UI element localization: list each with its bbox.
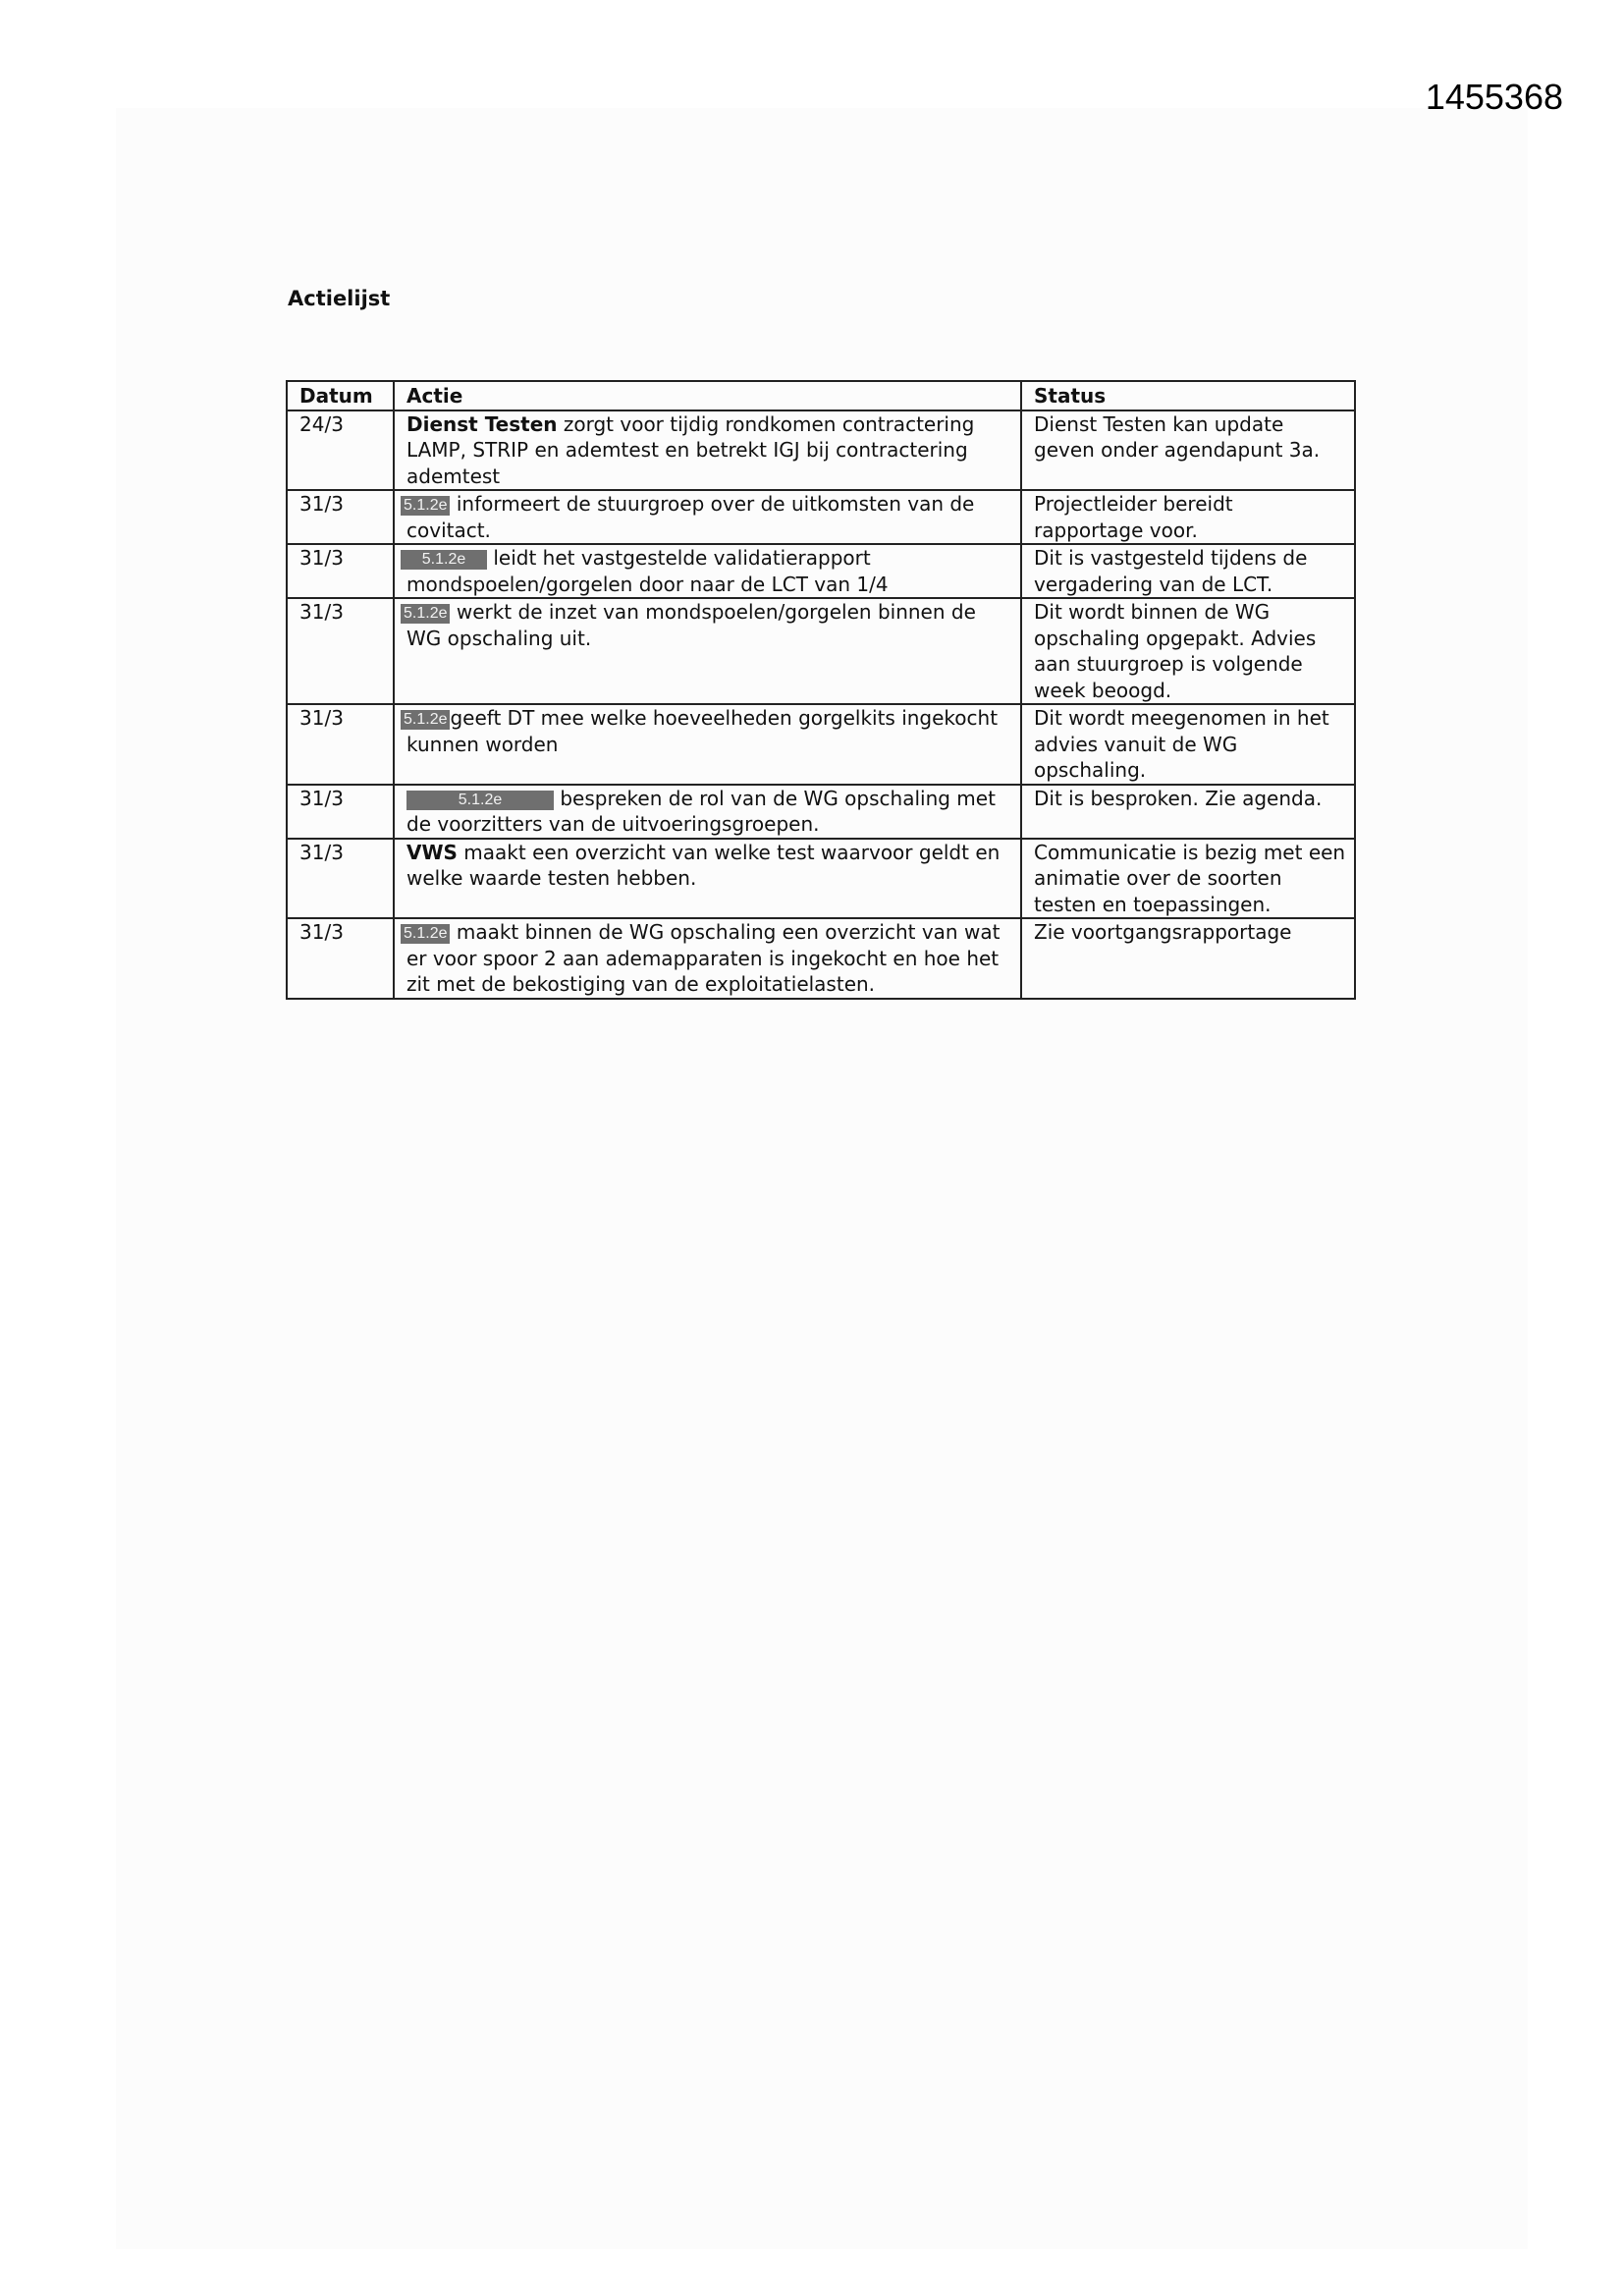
header-datum: Datum: [287, 381, 394, 410]
redaction-mark: 5.1.2e: [401, 496, 450, 516]
date-cell: 31/3: [287, 785, 394, 839]
action-cell: [394, 785, 1021, 839]
header-actie: Actie: [394, 381, 1021, 410]
action-text: geeft DT mee welke hoeveelheden gorgelkits ingekocht kunnen worden: [406, 706, 999, 756]
status-cell: Dit wordt meegenomen in het advies vanuit de WG opschaling.: [1021, 704, 1355, 785]
status-cell: Zie voortgangsrapportage: [1021, 918, 1355, 999]
date-cell: 24/3: [287, 410, 394, 491]
status-cell: Dit is besproken. Zie agenda.: [1021, 785, 1355, 839]
action-text: leidt het vastgestelde validatierapport mondspoelen/gorgelen door naar de LCT van 1/4: [406, 546, 889, 596]
date-cell: 31/3: [287, 918, 394, 999]
action-text: maakt binnen de WG opschaling een overzicht van wat er voor spoor 2 aan ademapparaten is ingekocht en hoe het zit met de bekostiging van de exploitatielasten.: [406, 920, 1001, 996]
status-cell: Dit wordt binnen de WG opschaling opgepakt. Advies aan stuurgroep is volgende week beoogd.: [1021, 598, 1355, 704]
table-row: [287, 490, 1355, 544]
action-subject: Dienst Testen: [406, 411, 558, 436]
action-text: zorgt voor tijdig rondkomen contractering LAMP, STRIP en ademtest en betrekt IGJ bij contractering ademtest: [406, 411, 975, 488]
date-cell: 31/3: [287, 490, 394, 544]
date-cell: 31/3: [287, 598, 394, 704]
header-status: Status: [1021, 381, 1355, 410]
action-cell: [394, 918, 1021, 999]
action-cell: [394, 410, 1021, 491]
table-row: [287, 918, 1355, 999]
action-text: bespreken de rol van de WG opschaling met de voorzitters van de uitvoeringsgroepen.: [406, 786, 996, 836]
redaction-mark: 5.1.2e: [401, 604, 450, 624]
table-row: [287, 839, 1355, 919]
action-text: maakt een overzicht van welke test waarvoor geldt en welke waarde testen hebben.: [406, 840, 1001, 890]
table-row: [287, 544, 1355, 598]
redaction-mark: 5.1.2e: [401, 924, 450, 944]
table-row: [287, 704, 1355, 785]
date-cell: 31/3: [287, 839, 394, 919]
status-cell: Dienst Testen kan update geven onder agendapunt 3a.: [1021, 410, 1355, 491]
table-row: [287, 598, 1355, 704]
status-cell: Communicatie is bezig met een animatie over de soorten testen en toepassingen.: [1021, 839, 1355, 919]
action-text: werkt de inzet van mondspoelen/gorgelen binnen de WG opschaling uit.: [406, 600, 976, 650]
table-row: [287, 410, 1355, 491]
action-cell: [394, 490, 1021, 544]
status-cell: Dit is vastgesteld tijdens de vergadering van de LCT.: [1021, 544, 1355, 598]
action-cell: [394, 598, 1021, 704]
redaction-mark: 5.1.2e: [401, 550, 487, 570]
table-header-row: [287, 381, 1355, 410]
action-cell: [394, 544, 1021, 598]
action-text: informeert de stuurgroep over de uitkomsten van de covitact.: [406, 492, 975, 542]
action-cell: [394, 839, 1021, 919]
date-cell: 31/3: [287, 544, 394, 598]
action-cell: [394, 704, 1021, 785]
redaction-mark: 5.1.2e: [406, 791, 554, 810]
status-cell: Projectleider bereidt rapportage voor.: [1021, 490, 1355, 544]
document-number: 1455368: [1425, 77, 1563, 117]
document-title: Actielijst: [288, 287, 391, 310]
date-cell: 31/3: [287, 704, 394, 785]
redaction-mark: 5.1.2e: [401, 710, 450, 730]
action-subject: VWS: [406, 840, 458, 864]
table-row: [287, 785, 1355, 839]
action-list-table: [286, 380, 1356, 1000]
